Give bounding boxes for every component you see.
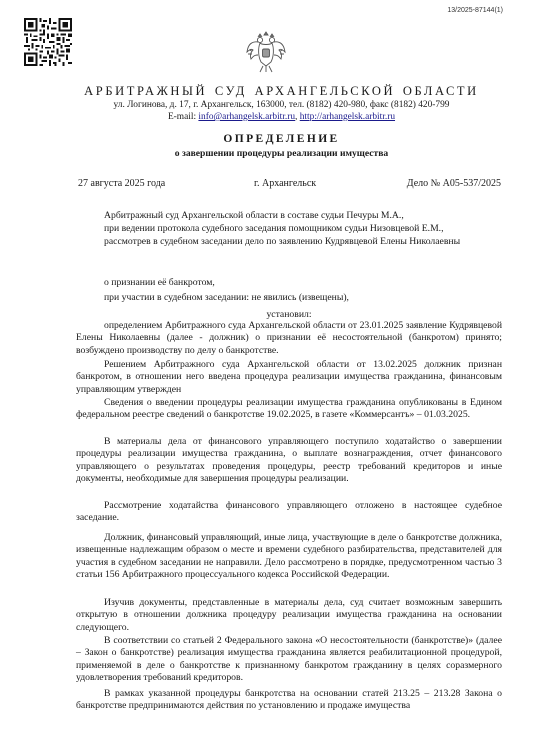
qr-code-icon [24,18,72,66]
case-subject: о признании её банкротом, [104,277,215,288]
paragraph-procedure: В рамках указанной процедуры банкротства на основании статей 213.25 – 213.28 Закона о банкротстве предпринимаются действия по установлению и продаже имущества [76,688,502,712]
paragraph-acceptance: определением Арбитражного суда Архангельской области от 23.01.2025 заявление Кудрявцевой Елены Николаевны (далее - должник) о признании её несостоятельной (банкротом) принято; возбуждено производству по делу о банкротстве. [76,320,502,356]
court-contacts [0,112,533,122]
established-heading: установил: [266,309,312,320]
participants: при участии в судебном заседании: не явились (извещены), [104,292,349,303]
contacts-separator: , [295,112,300,122]
email-prefix: E-mail: [167,112,199,122]
paragraph-postponement: Рассмотрение ходатайства финансового управляющего отложено в настоящее судебное заседание. [76,500,502,524]
paragraph-publication: Сведения о введении процедуры реализации имущества гражданина опубликованы в Едином федеральном реестре сведений о банкротстве 19.02.2025, в газете «Коммерсантъ» – 01.03.2025. [76,397,502,421]
case-description: рассмотрев в судебном заседании дело по заявлению Кудрявцевой Елены Николаевны [104,236,461,247]
document-id: 13/2025-87144(1) [447,7,503,14]
court-name: АРБИТРАЖНЫЙ СУД АРХАНГЕЛЬСКОЙ ОБЛАСТИ [84,84,479,98]
document-type: ОПРЕДЕЛЕНИЕ [223,133,340,145]
protocol-clerk: при ведении протокола судебного заседания помощником судьи Низовцевой Е.М., [104,223,444,234]
website-link[interactable]: http://arhangelsk.arbitr.ru [299,112,396,122]
case-number: Дело № А05-537/2025 [406,178,501,189]
document-date: 27 августа 2025 года [78,178,166,189]
paragraph-participants: Должник, финансовый управляющий, иные лица, участвующие в деле о банкротстве должника, извещенные надлежащим образом о месте и времени судебного разбирательства, представителей для участия в судебном заседании не направили. Дело рассмотрено в порядке, предусмотренном частью 3 статьи 156 Арбитражного процессуального кодекса Российской Федерации. [76,532,502,581]
paragraph-law-definition: В соответствии со статьей 2 Федерального закона «О несостоятельности (банкротстве)» (далее – Закон о банкротстве) реализация имущества гражданина является реабилитационной процедурой, применяемой в деле о банкротстве к признанному банкротом гражданину в целях соразмерного удовлетворения требований кредиторов. [76,635,502,684]
court-address: ул. Логинова, д. 17, г. Архангельск, 163000, тел. (8182) 420-980, факс (8182) 420-799 [113,100,450,110]
document-subject: о завершении процедуры реализации имущества [174,148,389,159]
document-city: г. Архангельск [254,178,317,189]
russian-coat-of-arms-icon [246,30,286,74]
court-composition: Арбитражный суд Архангельской области в составе судьи Печуры М.А., [104,210,404,221]
paragraph-petition: В материалы дела от финансового управляющего поступило ходатайство о завершении процедуры реализации имущества гражданина, о выплате вознаграждения, отчет финансового управляющего о результатах проведения процедуры, реестр требований кредиторов и иные документы, необходимые для завершения процедуры реализации. [76,436,502,485]
paragraph-conclusion: Изучив документы, представленные в материалы дела, суд считает возможным завершить открытую в отношении должника процедуру реализации имущества гражданина на основании следующего. [76,597,502,633]
paragraph-decision: Решением Арбитражного суда Архангельской области от 13.02.2025 должник признан банкротом, в отношении него введена процедура реализации имущества гражданина, финансовым управляющим утвержден [76,359,502,395]
email-link[interactable]: info@arhangelsk.arbitr.ru [198,112,296,122]
document-meta [78,178,501,192]
